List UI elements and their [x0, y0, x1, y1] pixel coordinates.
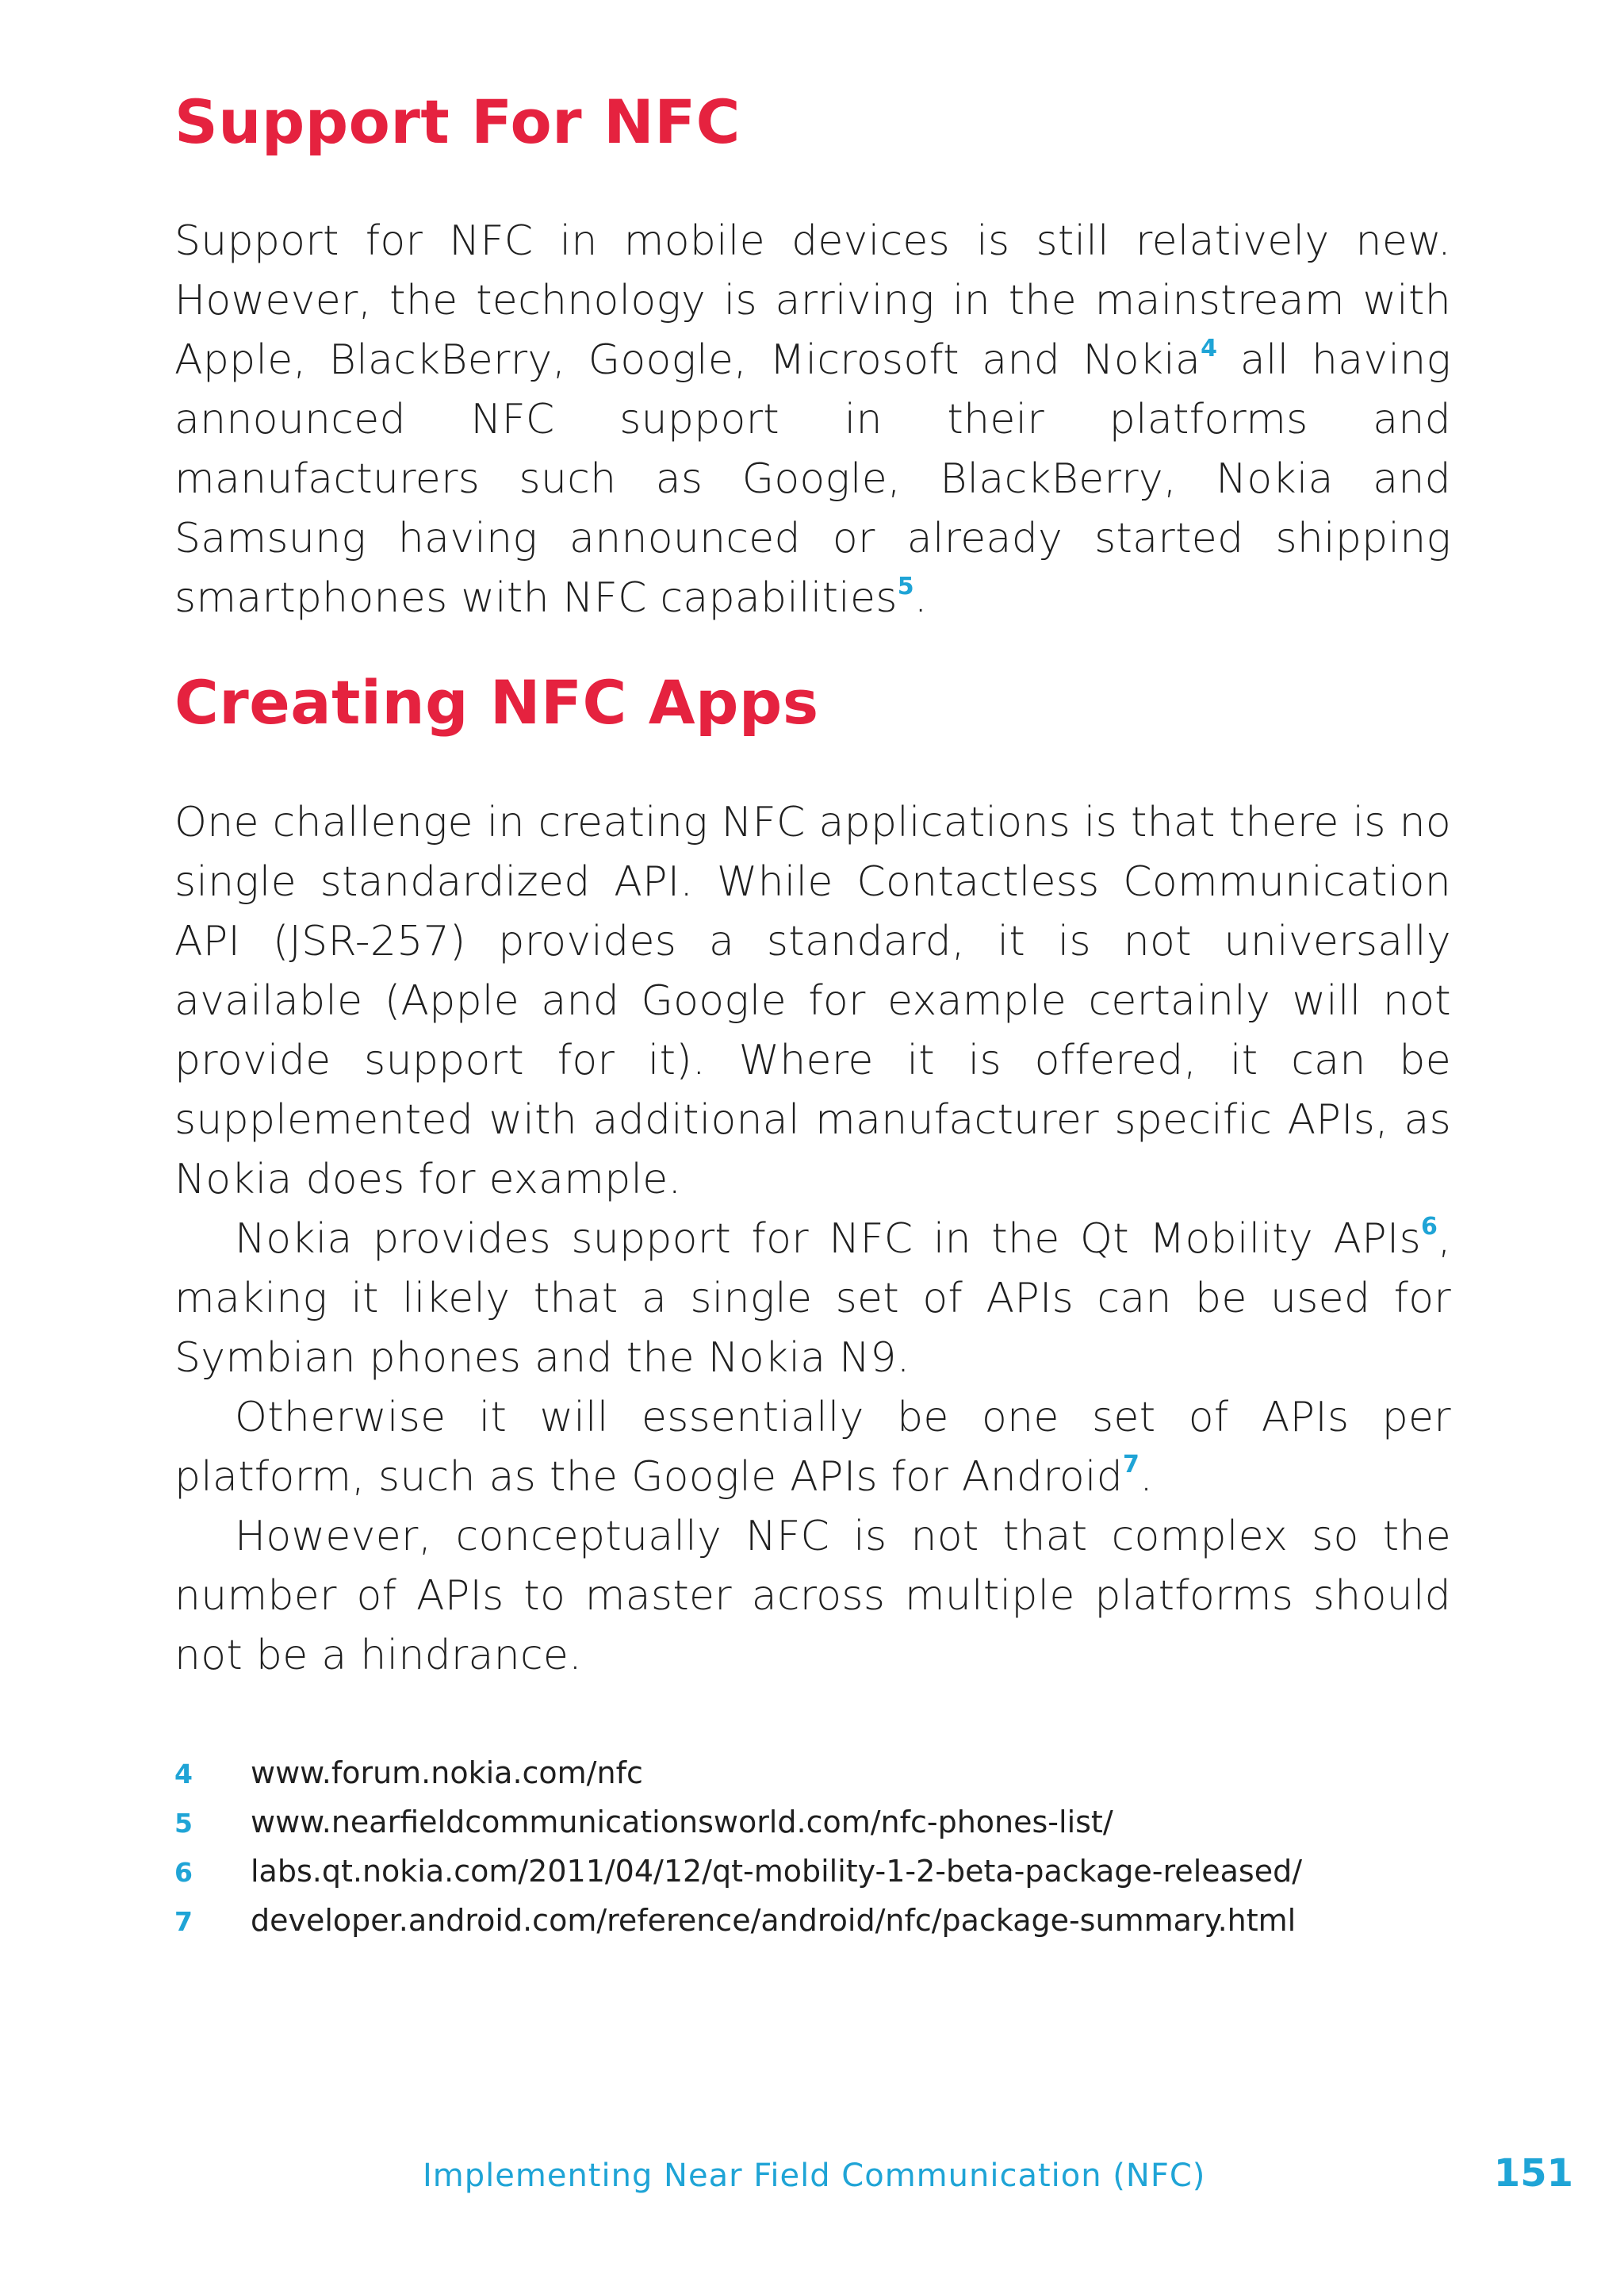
- paragraph-conclusion: However, conceptually NFC is not that complex so the number of APIs to master across multiple platforms should not be a hindrance.: [174, 1512, 1451, 1679]
- footnote-item: [174, 1749, 1451, 1798]
- footnote-link[interactable]: developer.android.com/reference/android/nfc/package-summary.html: [251, 1902, 1297, 1938]
- footnote-reference-6[interactable]: 6: [1420, 1213, 1438, 1241]
- heading-creating-nfc-apps: Creating NFC Apps: [174, 667, 819, 738]
- running-footer-title: Implementing Near Field Communication (NFC): [423, 2158, 1206, 2194]
- paragraph-text: .: [914, 574, 928, 623]
- footnote-link[interactable]: www.nearfieldcommunicationsworld.com/nfc-phones-list/: [251, 1804, 1113, 1839]
- paragraph-per-platform: [174, 1388, 1451, 1507]
- footnote-number: 6: [174, 1856, 193, 1888]
- footnote-reference-7[interactable]: 7: [1123, 1451, 1140, 1479]
- footnotes-list: [174, 1749, 1451, 1946]
- paragraph-text: , making it likely that a single set of APIs can be used for Symbian phones and the Nokia N9.: [174, 1214, 1451, 1382]
- paragraph-text: .: [1139, 1452, 1154, 1501]
- footnote-link[interactable]: labs.qt.nokia.com/2011/04/12/qt-mobility-1-2-beta-package-released/: [251, 1853, 1303, 1889]
- footnote-reference-5[interactable]: 5: [897, 573, 914, 601]
- page-number: 151: [1493, 2151, 1573, 2196]
- footnote-number: 4: [174, 1758, 193, 1789]
- footnote-item: [174, 1798, 1451, 1847]
- footnote-reference-4[interactable]: 4: [1201, 335, 1218, 363]
- footnote-item: [174, 1847, 1451, 1897]
- paragraph-text: all having announced NFC support in their platforms and manufacturers such as Google, BlackBerry, Nokia and Samsung having announced or already started shipping smartphones with NFC capabilities: [174, 336, 1451, 623]
- paragraph-text: Nokia provides support for NFC in the Qt Mobility APIs: [235, 1214, 1421, 1263]
- heading-support-for-nfc: Support For NFC: [174, 86, 741, 157]
- footnote-number: 5: [174, 1807, 193, 1839]
- paragraph-text: Support for NFC in mobile devices is still relatively new. However, the technology is arriving in the mainstream with Apple, BlackBerry, Google, Microsoft and Nokia: [174, 217, 1451, 385]
- footnote-number: 7: [174, 1905, 193, 1937]
- paragraph-api-challenge: One challenge in creating NFC applications is that there is no single standardized API. While Contactless Communication API (JSR-257) provides a standard, it is not universally available (Apple and Google for example certainly will not provide support for it). Where it is offered, it can be supplemented with additional manufacturer specific APIs, as Nokia does for example.: [174, 798, 1451, 1203]
- paragraph-text: Otherwise it will essentially be one set of APIs per platform, such as the Google APIs for Android: [174, 1393, 1451, 1501]
- page-content: [174, 87, 1451, 1946]
- footnote-link[interactable]: www.forum.nokia.com/nfc: [251, 1755, 643, 1790]
- paragraph-support-for-nfc: [174, 212, 1451, 628]
- paragraph-qt-mobility: [174, 1210, 1451, 1388]
- footnote-item: [174, 1897, 1451, 1946]
